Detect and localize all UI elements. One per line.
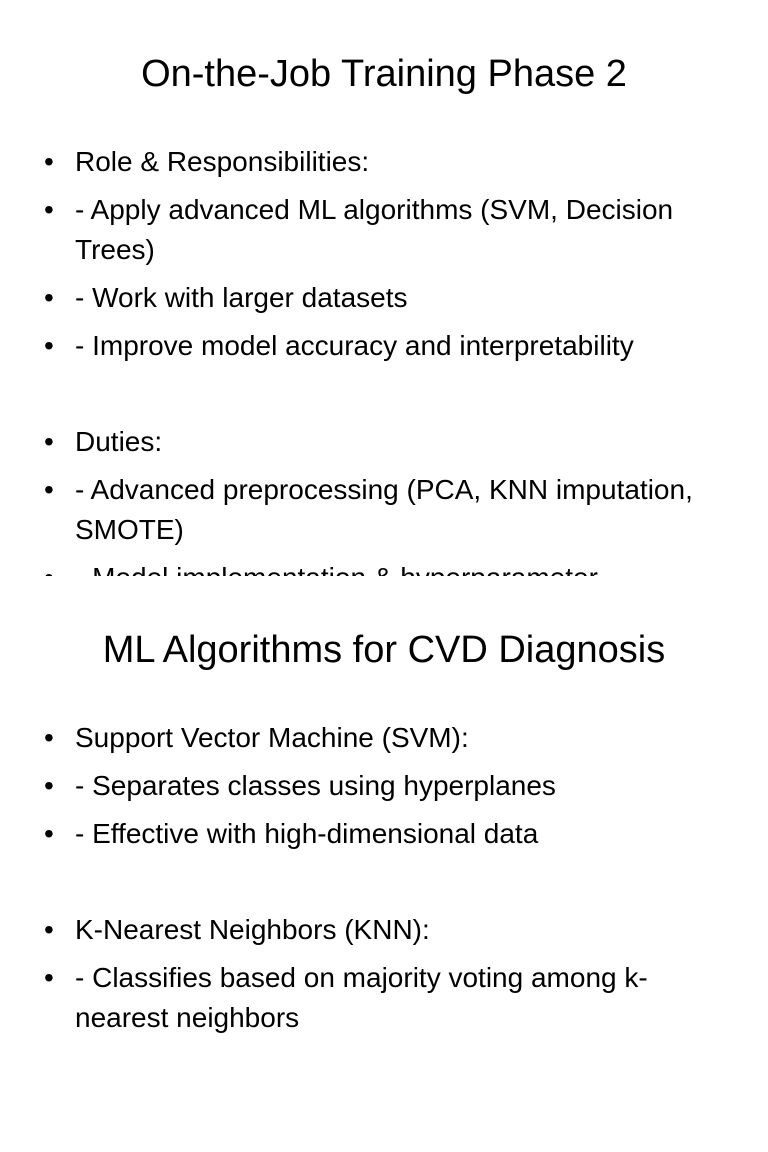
bullet-icon: • bbox=[44, 770, 54, 801]
bullet-item bbox=[0, 814, 768, 854]
bullet-text: - Apply advanced ML algorithms (SVM, Decision Trees) bbox=[75, 194, 674, 265]
bullet-item bbox=[0, 326, 768, 366]
bullet-icon: • bbox=[44, 474, 54, 505]
bullet-item bbox=[0, 766, 768, 806]
bullet-list bbox=[0, 142, 768, 606]
bullet-list bbox=[0, 718, 768, 1046]
bullet-item bbox=[0, 718, 768, 758]
bullet-text: - Work with larger datasets bbox=[75, 282, 408, 313]
bullet-text: K-Nearest Neighbors (KNN): bbox=[75, 914, 430, 945]
bullet-item bbox=[0, 190, 768, 270]
bullet-text: Duties: bbox=[75, 426, 163, 457]
slide-title: On-the-Job Training Phase 2 bbox=[141, 53, 627, 95]
bullet-text: - Classifies based on majority voting among k-nearest neighbors bbox=[75, 962, 648, 1033]
bullet-icon: • bbox=[44, 426, 54, 457]
bullet-icon: • bbox=[44, 146, 54, 177]
bullet-item bbox=[0, 278, 768, 318]
bullet-icon: • bbox=[44, 914, 54, 945]
bullet-text: Support Vector Machine (SVM): bbox=[75, 722, 469, 753]
bullet-text: - Separates classes using hyperplanes bbox=[75, 770, 556, 801]
bullet-text: - Effective with high-dimensional data bbox=[75, 818, 539, 849]
bullet-spacer bbox=[0, 862, 768, 910]
bullet-item bbox=[0, 142, 768, 182]
bullet-icon: • bbox=[44, 722, 54, 753]
bullet-icon: • bbox=[44, 330, 54, 361]
bullet-icon: • bbox=[44, 962, 54, 993]
bullet-icon: • bbox=[44, 818, 54, 849]
bullet-spacer bbox=[0, 374, 768, 422]
bullet-item bbox=[0, 958, 768, 1038]
bullet-item bbox=[0, 422, 768, 462]
bullet-item bbox=[0, 470, 768, 550]
bullet-text: - Improve model accuracy and interpretability bbox=[75, 330, 634, 361]
bullet-icon: • bbox=[44, 282, 54, 313]
bullet-text: - Advanced preprocessing (PCA, KNN imputation, SMOTE) bbox=[75, 474, 693, 545]
bullet-icon: • bbox=[44, 194, 54, 225]
bullet-text: Role & Responsibilities: bbox=[75, 146, 370, 177]
slide-title: ML Algorithms for CVD Diagnosis bbox=[102, 629, 666, 671]
bullet-item bbox=[0, 910, 768, 950]
slide-2 bbox=[0, 576, 768, 1152]
